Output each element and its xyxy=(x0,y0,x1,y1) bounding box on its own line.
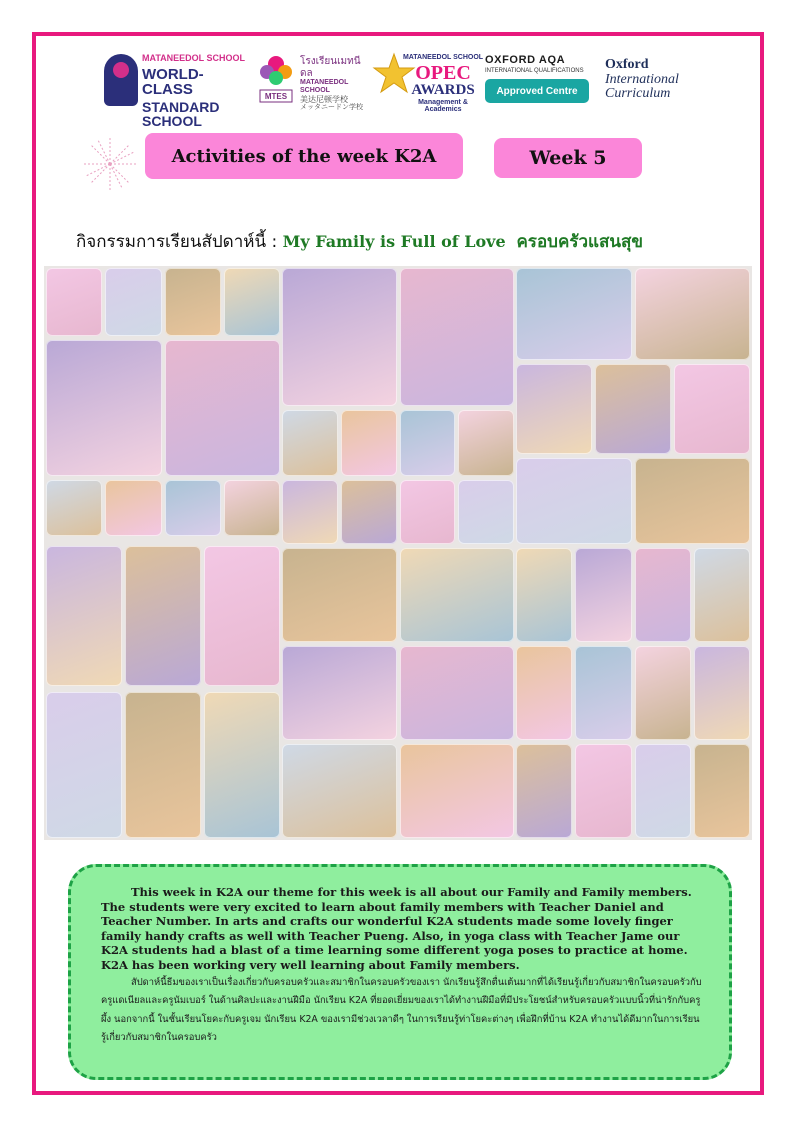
activity-photo xyxy=(635,646,691,740)
activity-photo xyxy=(516,364,592,454)
mws-school-name: MATANEEDOL SCHOOL xyxy=(142,53,245,63)
theme-heading xyxy=(76,228,756,255)
activity-photo xyxy=(400,548,515,642)
theme-english: My Family is Full of Love xyxy=(282,232,506,251)
activity-photo xyxy=(635,458,751,544)
activity-photo xyxy=(516,646,572,740)
summary-box xyxy=(68,864,732,1080)
activity-photo xyxy=(400,646,515,740)
activity-photo xyxy=(575,744,631,838)
activity-photo xyxy=(282,744,397,838)
activity-photo xyxy=(224,268,280,336)
firework-icon xyxy=(82,136,138,192)
activity-photo xyxy=(282,548,397,642)
mws-line1: WORLD-CLASS xyxy=(142,66,204,98)
activity-photo xyxy=(282,480,338,544)
activity-photo xyxy=(575,548,631,642)
activity-photo xyxy=(125,692,201,838)
activity-photo xyxy=(165,268,221,336)
activity-photo xyxy=(400,480,456,544)
photo-collage xyxy=(44,266,752,840)
oic-line2: International xyxy=(605,71,679,87)
mtes-japanese-name: メッタニードン学校 xyxy=(300,104,363,112)
activity-photo xyxy=(694,548,750,642)
mws-line2: STANDARD SCHOOL xyxy=(142,99,220,129)
opec-word: OPEC xyxy=(415,62,471,84)
activity-photo xyxy=(458,410,514,476)
activity-photo xyxy=(635,744,691,838)
activity-photo xyxy=(105,268,161,336)
week-label: Week 5 xyxy=(494,138,642,178)
opec-subtitle: Management & Academics xyxy=(418,99,468,113)
approved-centre-badge: Approved Centre xyxy=(485,79,589,103)
activity-photo xyxy=(341,480,397,544)
activity-photo xyxy=(341,410,397,476)
activity-photo xyxy=(46,546,122,686)
activity-photo xyxy=(595,364,671,454)
activity-photo xyxy=(516,548,572,642)
oic-line1: Oxford xyxy=(605,57,649,72)
activity-photo xyxy=(400,410,456,476)
oxford-international-curriculum-logo xyxy=(605,58,715,108)
mtes-logo xyxy=(256,50,368,112)
activity-photo xyxy=(204,692,280,838)
opec-school-name: MATANEEDOL SCHOOL xyxy=(402,54,484,61)
activity-photo xyxy=(458,480,514,544)
mtes-english-name: MATANEEDOL SCHOOL xyxy=(300,79,349,95)
aqa-title: OXFORD AQA xyxy=(485,54,566,66)
activity-photo xyxy=(224,480,280,536)
activity-photo xyxy=(46,692,122,838)
summary-english: This week in K2A our theme for this week is all about our Family and Family members. The students were very excited to learn about family members with Teacher Daniel and Teacher Number. In arts and crafts our wonderful K2A students made some lovely finger family handy crafts as well with Teacher Pueng. Also, in yoga class with Teacher Jame our K2A students had a blast of a time learning some different yoga poses to practice at home. K2A has been working very well learning about Family members. xyxy=(101,885,692,972)
activity-photo xyxy=(575,646,631,740)
activity-photo xyxy=(105,480,161,536)
activity-photo xyxy=(165,340,281,476)
activities-title: Activities of the week K2A xyxy=(145,133,463,179)
opec-awards-word: AWARDS xyxy=(411,82,475,98)
activity-photo xyxy=(46,268,102,336)
mtes-flower-icon xyxy=(256,52,296,104)
mtes-mark-text: MTES xyxy=(264,92,288,101)
activity-photo xyxy=(282,268,397,406)
activity-photo xyxy=(46,480,102,536)
activity-photo xyxy=(674,364,750,454)
activity-photo xyxy=(516,268,632,360)
activity-photo xyxy=(635,268,751,360)
mtes-chinese-name: 美达尼顿学校 xyxy=(300,95,348,105)
activity-photo xyxy=(400,744,515,838)
activity-photo xyxy=(282,410,338,476)
theme-prefix: กิจกรรมการเรียนสัปดาห์นี้ : xyxy=(76,232,283,252)
aqa-subtitle: INTERNATIONAL QUALIFICATIONS xyxy=(485,68,584,74)
theme-thai: ครอบครัวแสนสุข xyxy=(516,232,643,252)
mtes-thai-name: โรงเรียนเมทนีดล xyxy=(300,56,361,79)
activity-photo xyxy=(204,546,280,686)
activity-photo xyxy=(46,340,162,476)
mataneedol-world-class-logo xyxy=(104,50,254,129)
activity-photo xyxy=(125,546,201,686)
oxford-aqa-logo xyxy=(485,54,597,110)
activity-photo xyxy=(516,744,572,838)
summary-thai: สัปดาห์นี้ธีมของเราเป็นเรื่องเกี่ยวกับครอบครัวและสมาชิกในครอบครัวของเรา นักเรียนรู้สึกตื่นเต้นมากที่ได้เรียนรู้เกี่ยวกับสมาชิกในครอบครัวกับครูแดเนียลและครูนัมเบอร์ ในด้านศิลปะและงานฝีมือ นักเรียน K2A ที่ยอดเยี่ยมของเราได้ทำงานฝีมือที่มีประโยชน์สำหรับครอบครัวแบบนิ้วที่น่ารักกับครูผึ้ง นอกจากนี้ ในชั้นเรียนโยคะกับครูเจม นักเรียน K2A ของเรามีช่วงเวลาดีๆ ในการเรียนรู้ท่าโยคะต่างๆ เพื่อฝึกที่บ้าน K2A ทำงานได้ดีมากในการเรียนรู้เกี่ยวกับสมาชิกในครอบครัว xyxy=(101,976,702,1044)
oic-line3: Curriculum xyxy=(605,86,671,102)
activity-photo xyxy=(516,458,632,544)
activity-photo xyxy=(694,744,750,838)
activity-photo xyxy=(400,268,515,406)
opec-awards-logo xyxy=(372,50,484,113)
activity-photo xyxy=(694,646,750,740)
activity-photo xyxy=(282,646,397,740)
activity-photo xyxy=(165,480,221,536)
activity-photo xyxy=(635,548,691,642)
school-emblem-icon xyxy=(104,54,138,106)
